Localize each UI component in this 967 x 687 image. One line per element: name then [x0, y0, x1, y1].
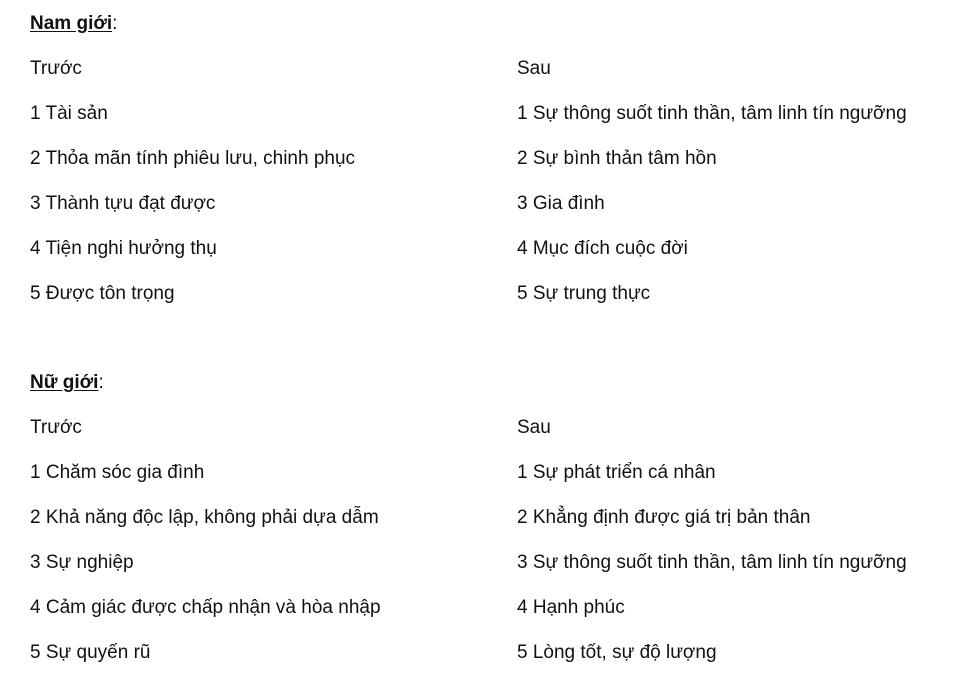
female-before-item: 2 Khả năng độc lập, không phải dựa dẫm: [30, 507, 379, 528]
female-before-item: 3 Sự nghiệp: [30, 552, 134, 573]
male-heading: [30, 8, 960, 40]
female-item-row: [30, 502, 960, 534]
female-after-item: 5 Lòng tốt, sự độ lượng: [517, 642, 717, 663]
male-item-row: [30, 143, 960, 175]
male-after-header: Sau: [517, 58, 551, 79]
female-column-headers: [30, 412, 960, 444]
male-column-headers: [30, 53, 960, 85]
male-after-item: 2 Sự bình thản tâm hồn: [517, 148, 717, 169]
female-after-header: Sau: [517, 417, 551, 438]
male-section: [30, 8, 960, 310]
male-before-item: 5 Được tôn trọng: [30, 283, 175, 304]
female-before-header: Trước: [30, 417, 82, 438]
male-before-item: 2 Thỏa mãn tính phiêu lưu, chinh phục: [30, 148, 356, 169]
female-after-item: 3 Sự thông suốt tinh thần, tâm linh tín ngưỡng: [517, 552, 907, 573]
male-before-item: 3 Thành tựu đạt được: [30, 193, 216, 214]
female-after-item: 2 Khẳng định được giá trị bản thân: [517, 507, 811, 528]
male-title-colon: :: [112, 13, 118, 34]
female-item-row: [30, 637, 960, 669]
female-section: [30, 367, 960, 669]
female-after-item: 1 Sự phát triển cá nhân: [517, 462, 716, 483]
male-after-item: 5 Sự trung thực: [517, 283, 651, 304]
male-after-item: 1 Sự thông suốt tinh thần, tâm linh tín ngưỡng: [517, 103, 907, 124]
male-item-row: [30, 98, 960, 130]
female-item-row: [30, 547, 960, 579]
male-before-header: Trước: [30, 58, 82, 79]
female-after-item: 4 Hạnh phúc: [517, 597, 625, 618]
male-after-item: 4 Mục đích cuộc đời: [517, 238, 688, 259]
female-item-row: [30, 457, 960, 489]
female-item-row: [30, 592, 960, 624]
female-before-item: 1 Chăm sóc gia đình: [30, 462, 205, 483]
male-item-row: [30, 233, 960, 265]
female-title: Nữ giới: [30, 372, 99, 393]
male-title: Nam giới: [30, 13, 113, 34]
male-item-row: [30, 188, 960, 220]
female-before-item: 5 Sự quyến rũ: [30, 642, 151, 663]
female-before-item: 4 Cảm giác được chấp nhận và hòa nhập: [30, 597, 381, 618]
male-before-item: 4 Tiện nghi hưởng thụ: [30, 238, 217, 259]
male-item-row: [30, 278, 960, 310]
female-title-colon: :: [98, 372, 104, 393]
male-before-item: 1 Tài sản: [30, 103, 108, 124]
male-after-item: 3 Gia đình: [517, 193, 605, 214]
female-heading: [30, 367, 960, 399]
